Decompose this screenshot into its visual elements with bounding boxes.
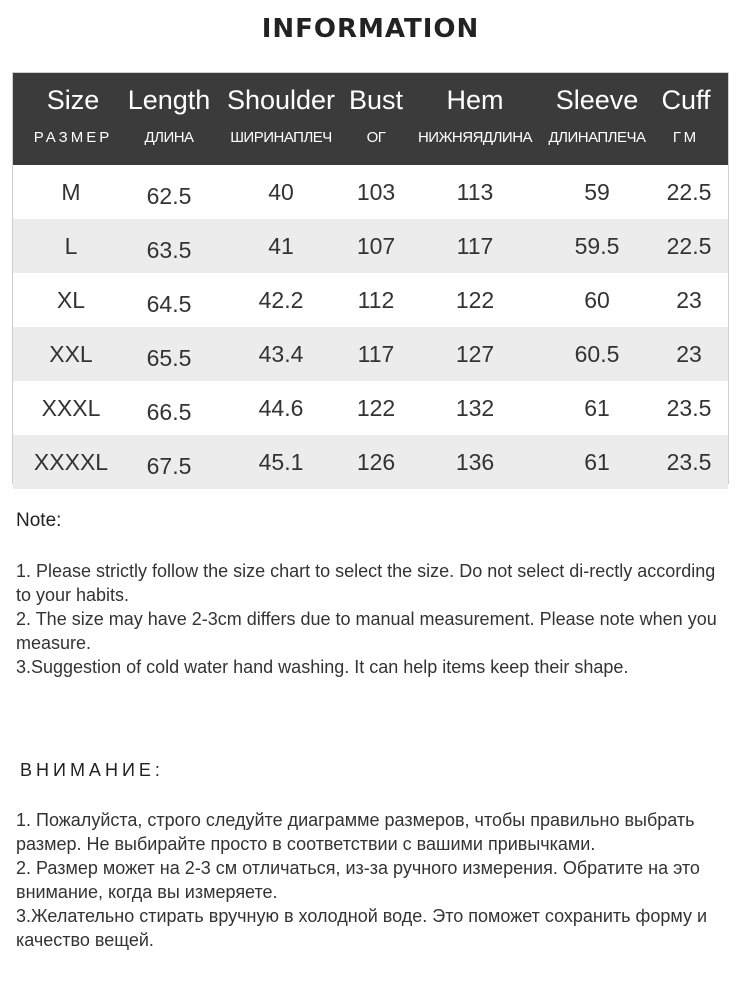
header-bust: [343, 73, 409, 165]
note-item: 2. Размер может на 2-3 см отличаться, из-за ручного измерения. Обратите на это внимание, когда вы измеряете.: [16, 858, 700, 902]
header-shoulder: [223, 73, 339, 165]
cell-shoulder: 45.1: [258, 449, 304, 475]
header-label-ru: РАЗМЕР: [33, 129, 113, 146]
cell-length: 62.5: [146, 183, 192, 209]
note-item: 3.Suggestion of cold water hand washing. It can help items keep their shape.: [16, 657, 629, 677]
cell-cuff: 22.5: [666, 179, 712, 205]
header-label-en: Sleeve: [555, 85, 639, 115]
cell-cuff: 22.5: [666, 233, 712, 259]
notes-en: [16, 559, 728, 679]
header-label-en: Shoulder: [226, 85, 336, 115]
cell-shoulder: 43.4: [258, 341, 304, 367]
cell-size: XXXXL: [33, 449, 109, 475]
cell-cuff: 23.5: [666, 395, 712, 421]
cell-size: XL: [56, 287, 86, 313]
cell-length: 66.5: [146, 399, 192, 425]
cell-shoulder: 44.6: [258, 395, 304, 421]
notes-ru: [16, 808, 728, 952]
header-label-ru: ГМ: [672, 129, 700, 146]
note-item: 1. Please strictly follow the size chart to select the size. Do not select di-rectly according to your habits.: [16, 561, 716, 605]
cell-hem: 127: [455, 341, 495, 367]
cell-hem: 122: [455, 287, 495, 313]
cell-bust: 112: [357, 287, 395, 313]
cell-length: 67.5: [146, 453, 192, 479]
table-row: [13, 327, 728, 381]
header-hem: [413, 73, 537, 165]
cell-sleeve: 59: [584, 179, 610, 205]
cell-hem: 136: [455, 449, 495, 475]
cell-hem: 113: [456, 179, 494, 205]
cell-bust: 126: [356, 449, 396, 475]
cell-length: 64.5: [146, 291, 192, 317]
cell-sleeve: 60.5: [574, 341, 620, 367]
cell-sleeve: 61: [584, 395, 610, 421]
cell-cuff: 23.5: [666, 449, 712, 475]
cell-size: XXXL: [41, 395, 101, 421]
table-header: [13, 73, 728, 165]
note-item: 1. Пожалуйста, строго следуйте диаграмме размеров, чтобы правильно выбрать размер. Не выбирайте просто в соответствии с вашими привычками.: [16, 810, 695, 854]
cell-shoulder: 41: [268, 233, 294, 259]
header-label-en: Size: [46, 85, 100, 115]
header-size: [17, 73, 129, 165]
header-sleeve: [541, 73, 653, 165]
cell-length: 63.5: [146, 237, 192, 263]
header-label-ru: ШИРИНАПЛЕЧ: [230, 129, 332, 146]
header-label-ru: ОГ: [366, 129, 386, 146]
cell-size: L: [64, 233, 78, 259]
page-title: INFORMATION: [261, 14, 480, 44]
header-label-ru: ДЛИНА: [144, 129, 194, 146]
cell-shoulder: 42.2: [258, 287, 304, 313]
cell-length: 65.5: [146, 345, 192, 371]
cell-bust: 107: [356, 233, 396, 259]
header-label-en: Bust: [348, 85, 404, 115]
note-title-ru: ВНИМАНИЕ:: [20, 760, 164, 780]
cell-sleeve: 60: [584, 287, 610, 313]
cell-cuff: 23: [676, 341, 702, 367]
header-label-ru: ДЛИНАПЛЕЧА: [548, 129, 646, 146]
cell-size: M: [61, 179, 81, 205]
header-label-en: Cuff: [661, 85, 711, 115]
cell-bust: 103: [356, 179, 396, 205]
table-row: [13, 219, 728, 273]
cell-bust: 122: [356, 395, 396, 421]
cell-hem: 117: [456, 233, 494, 259]
cell-sleeve: 61: [584, 449, 610, 475]
cell-hem: 132: [455, 395, 495, 421]
header-label-en: Hem: [446, 85, 504, 115]
size-chart-table: [12, 72, 729, 484]
note-item: 3.Желательно стирать вручную в холодной воде. Это поможет сохранить форму и качество вещей.: [16, 906, 708, 950]
table-row: [13, 273, 728, 327]
header-length: [121, 73, 217, 165]
note-item: 2. The size may have 2-3cm differs due to manual measurement. Please note when you measure.: [16, 609, 717, 653]
cell-shoulder: 40: [268, 179, 294, 205]
note-title-en: Note:: [16, 510, 62, 531]
table-row: [13, 165, 728, 219]
header-label-ru: НИЖНЯЯДЛИНА: [417, 129, 533, 146]
cell-bust: 117: [357, 341, 395, 367]
cell-sleeve: 59.5: [574, 233, 620, 259]
table-row: [13, 435, 728, 489]
header-label-en: Length: [127, 85, 211, 115]
cell-cuff: 23: [676, 287, 702, 313]
table-row: [13, 381, 728, 435]
cell-size: XXL: [49, 341, 93, 367]
header-cuff: [653, 73, 719, 165]
